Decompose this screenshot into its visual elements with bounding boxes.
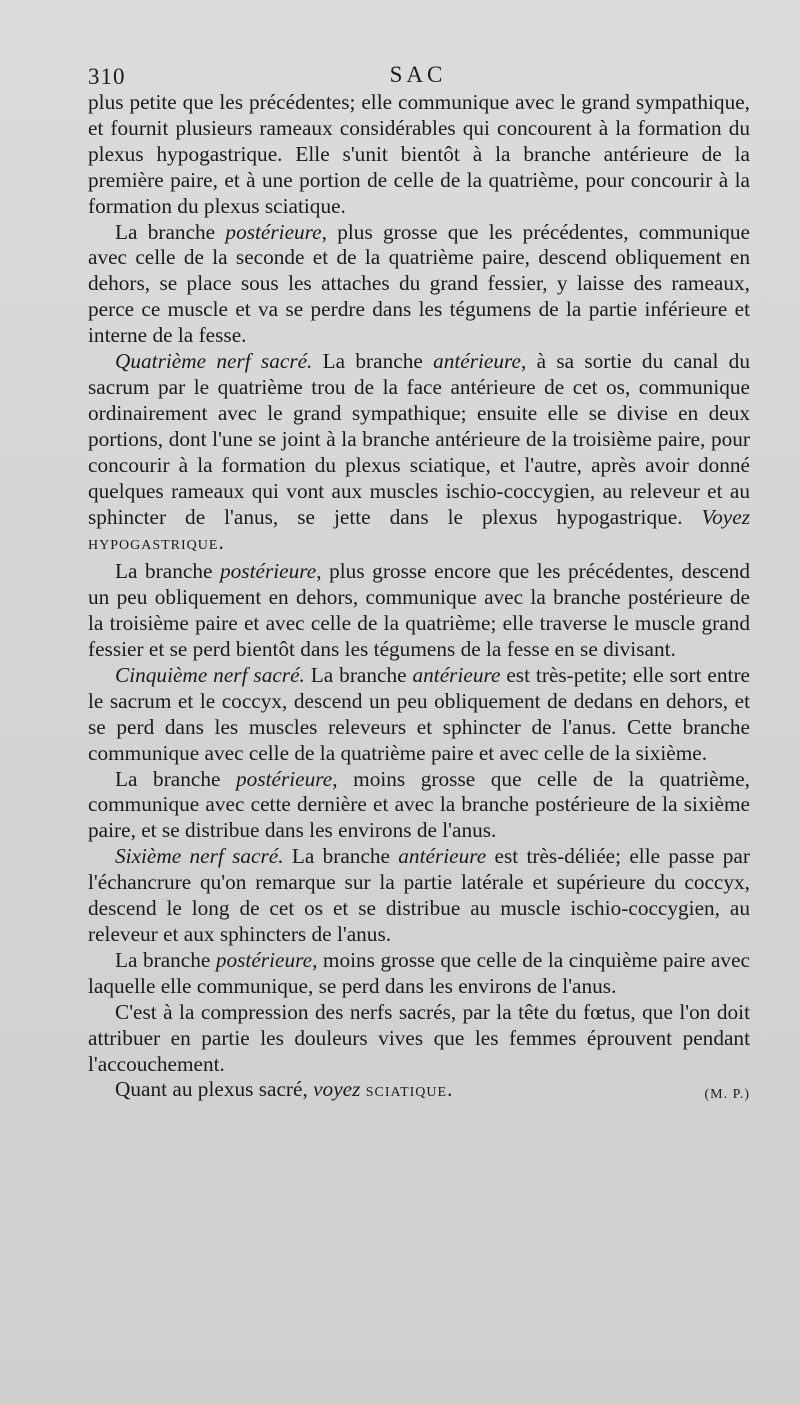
- page-number: 310: [88, 64, 126, 89]
- paragraph: La branche postérieure, moins grosse que celle de la quatrième, communique avec cette dernière et avec la branche postérieure de la sixième paire, et se distribue dans les environs de l'anus.: [88, 766, 750, 843]
- paragraph: La branche postérieure, plus grosse que les précédentes, communique avec celle de la seconde et de la quatrième paire, descend obliquement en dehors, se place sous les attaches du grand fessier, y laisse des rameaux, perce ce muscle et va se perdre dans les tégumens de la partie inférieure et interne de la fesse.: [88, 219, 750, 348]
- section-lead: Cinquième nerf sacré.: [115, 662, 305, 687]
- page-body: [88, 90, 750, 1108]
- paragraph: La branche postérieure, plus grosse encore que les précédentes, descend un peu obliquement en dehors, communique avec la branche postérieure de la troisième paire et avec celle de la quatrième; elle traverse le muscle grand fessier et se perd bientôt dans les tégumens de la fesse en se divisant.: [88, 559, 750, 662]
- running-head: SAC: [389, 62, 447, 87]
- paragraph: La branche postérieure, moins grosse que celle de la cinquième paire avec laquelle elle communique, se perd dans les environs de l'anus.: [88, 947, 750, 998]
- cross-reference: HYPOGASTRIQUE: [88, 538, 219, 554]
- section-lead: Quatrième nerf sacré.: [115, 349, 313, 374]
- paragraph: Quant au plexus sacré, voyez SCIATIQUE. (M. P.): [88, 1077, 750, 1106]
- paragraph: plus petite que les précédentes; elle communique avec le grand sympathique, et fournit plusieurs rameaux considérables qui concourent à la formation du plexus hypogastrique. Elle s'unit bientôt à la branche antérieure de la première paire, et à une portion de celle de la quatrième, pour concourir à la formation du plexus sciatique.: [88, 90, 750, 218]
- paragraph: C'est à la compression des nerfs sacrés, par la tête du fœtus, que l'on doit attribuer en partie les douleurs vives que les femmes éprouvent pendant l'accouchement.: [88, 999, 750, 1076]
- paragraph: Sixième nerf sacré. La branche antérieure est très-déliée; elle passe par l'échancrure qu'on remarque sur la partie latérale et supérieure du coccyx, descend le long de cet os et se distribue au muscle ischio-coccygien, au releveur et aux sphincters de l'anus.: [88, 844, 750, 946]
- paragraph: Cinquième nerf sacré. La branche antérieure est très-petite; elle sort entre le sacrum et le coccyx, descend un peu obliquement de dedans en dehors, et se perd dans les muscles releveurs et sphincter de l'anus. Cette branche communique avec celle de la quatrième paire et avec celle de la sixième.: [88, 662, 750, 765]
- paragraph: Quatrième nerf sacré. La branche antérieure, à sa sortie du canal du sacrum par le quatrième trou de la face antérieure de cet os, communique ordinairement avec le grand sympathique; ensuite elle se divise en deux portions, dont l'une se joint à la branche antérieure de la troisième paire, pour concourir à la formation du plexus sciatique, et l'autre, après avoir donné quelques rameaux qui vont aux muscles ischio-coccygien, au releveur et au sphincter de l'anus, se jette dans le plexus hypogastrique. Voyez HYPOGASTRIQUE.: [88, 349, 750, 555]
- cross-reference: SCIATIQUE: [365, 1085, 448, 1101]
- section-lead: Sixième nerf sacré.: [115, 844, 284, 869]
- author-signature: (M. P.): [704, 1087, 750, 1103]
